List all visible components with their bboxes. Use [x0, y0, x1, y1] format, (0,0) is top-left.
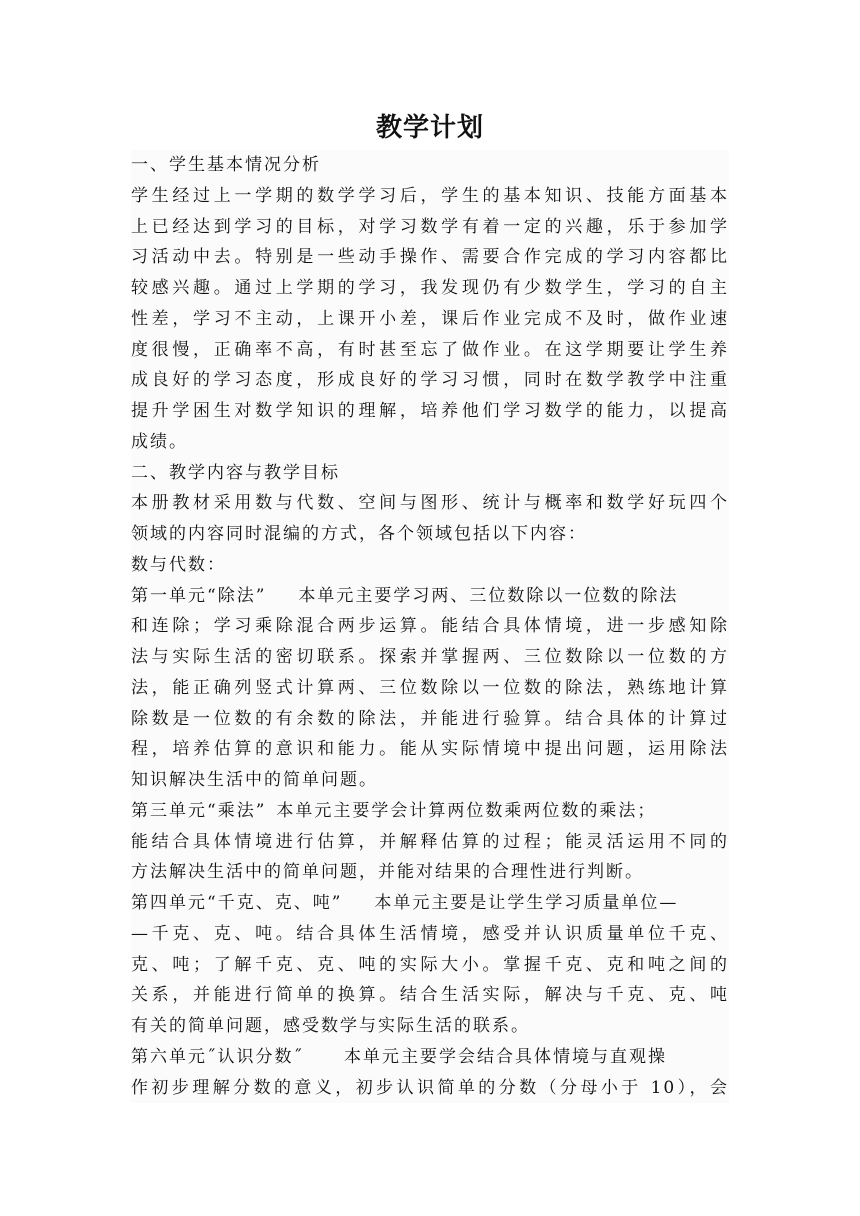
unit-label: 第六单元˝认识分数˝	[131, 1046, 304, 1067]
paragraph-line: 有关的简单问题，感受数学与实际生活的联系。	[131, 1016, 530, 1036]
paragraph-line: 能结合具体情境进行估算，并解释估算的过程；能灵活运用不同的	[131, 831, 729, 852]
paragraph-line: 法与实际生活的密切联系。探索并掌握两、三位数除以一位数的方	[131, 647, 729, 667]
paragraph-line: 作初步理解分数的意义，初步认识简单的分数（分母小于 10），会	[131, 1077, 729, 1098]
unit-label: 第三单元“乘法”	[131, 800, 267, 821]
unit-label: 第四单元“千克、克、吨”	[131, 893, 343, 913]
paragraph-line: 法，能正确列竖式计算两、三位数除以一位数的除法，熟练地计算	[131, 677, 729, 698]
paragraph-line: 方法解决生活中的简单问题，并能对结果的合理性进行判断。	[131, 862, 644, 883]
paragraph-line: 知识解决生活中的简单问题。	[131, 770, 378, 790]
paragraph-line: 成绩。	[131, 431, 188, 452]
paragraph-line: 学生经过上一学期的数学学习后，学生的基本知识、技能方面基本	[131, 185, 729, 206]
paragraph-line: 习活动中去。特别是一些动手操作、需要合作完成的学习内容都比	[131, 247, 729, 268]
paragraph-line: 提升学困生对数学知识的理解，培养他们学习数学的能力，以提高	[131, 401, 729, 421]
unit-line	[131, 888, 729, 919]
paragraph-line: 成良好的学习态度，形成良好的学习习惯，同时在数学教学中注重	[131, 370, 729, 391]
unit-text: 本单元主要学会结合具体情境与直观操	[344, 1046, 667, 1067]
subsection-heading: 数与代数：	[131, 554, 226, 575]
section-heading: 二、教学内容与教学目标	[131, 462, 340, 483]
document-body	[131, 150, 729, 1103]
paragraph-line: —千克、克、吨。结合具体生活情境，感受并认识质量单位千克、	[131, 923, 729, 944]
unit-line	[131, 1042, 729, 1073]
unit-text: 本单元主要学习两、三位数除以一位数的除法	[298, 585, 679, 606]
paragraph-line: 本册教材采用数与代数、空间与图形、统计与概率和数学好玩四个	[131, 493, 729, 514]
section-heading: 一、学生基本情况分析	[131, 155, 321, 175]
unit-label: 第一单元“除法”	[131, 585, 267, 606]
paragraph-line: 领域的内容同时混编的方式，各个领域包括以下内容：	[131, 524, 587, 544]
paragraph-line: 上已经达到学习的目标，对学习数学有着一定的兴趣，乐于参加学	[131, 216, 729, 237]
unit-line	[131, 581, 729, 612]
paragraph-line: 较感兴趣。通过上学期的学习，我发现仍有少数学生，学习的自主	[131, 278, 729, 298]
unit-text: 本单元主要学会计算两位数乘两位数的乘法；	[276, 800, 657, 821]
unit-line	[131, 796, 729, 827]
unit-text: 本单元主要是让学生学习质量单位—	[374, 893, 679, 913]
paragraph-line: 和连除；学习乘除混合两步运算。能结合具体情境，进一步感知除	[131, 616, 729, 637]
paragraph-line: 性差，学习不主动，上课开小差，课后作业完成不及时，做作业速	[131, 308, 729, 329]
paragraph-line: 除数是一位数的有余数的除法，并能进行验算。结合具体的计算过	[131, 708, 729, 729]
paragraph-line: 克、吨；了解千克、克、吨的实际大小。掌握千克、克和吨之间的	[131, 954, 729, 975]
document-title: 教学计划	[375, 113, 484, 143]
paragraph-line: 程，培养估算的意识和能力。能从实际情境中提出问题，运用除法	[131, 739, 729, 760]
paragraph-line: 度很慢，正确率不高，有时甚至忘了做作业。在这学期要让学生养	[131, 339, 729, 360]
paragraph-line: 关系，并能进行简单的换算。结合生活实际，解决与千克、克、吨	[131, 985, 729, 1006]
